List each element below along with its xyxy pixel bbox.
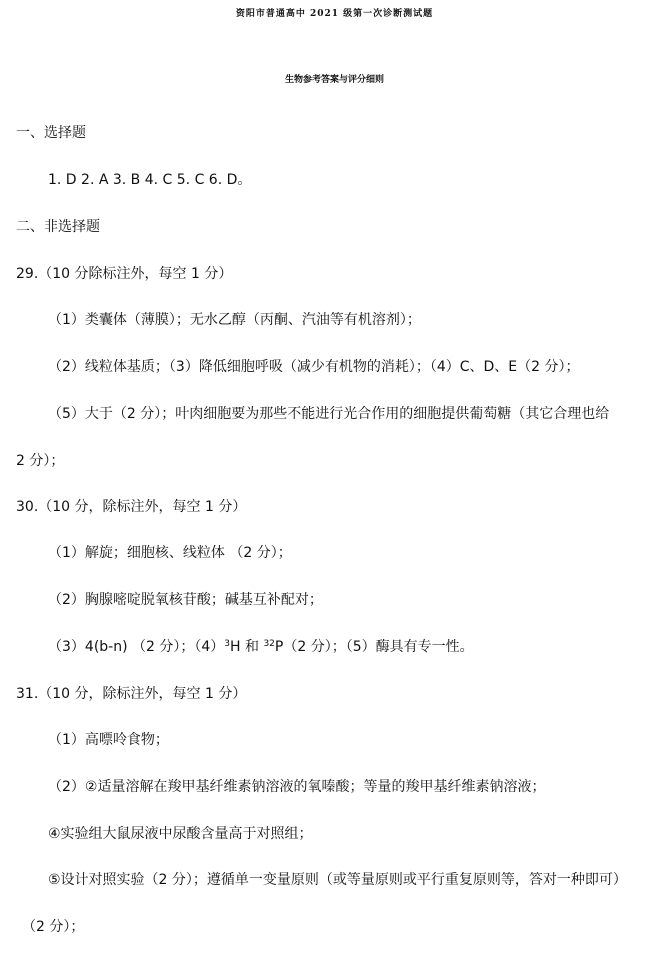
q31-line-5: （2 分）；: [22, 919, 85, 935]
tritium-mass-number: 3: [224, 639, 230, 649]
phosphorus-mass-number: 32: [263, 639, 275, 649]
q29-line-1: （1）类囊体（薄膜）；无水乙醇（丙酮、汽油等有机溶剂）；: [48, 312, 421, 328]
choice-answers: 1. D 2. A 3. B 4. C 5. C 6. D。: [48, 172, 252, 188]
section-heading-choice: 一、选择题: [16, 125, 86, 141]
section-heading-nonchoice: 二、非选择题: [16, 219, 100, 235]
q30-heading: 30.（10 分，除标注外，每空 1 分）: [16, 499, 247, 515]
q31-line-3: ④实验组大鼠尿液中尿酸含量高于对照组；: [48, 826, 313, 842]
q29-line-2: （2）线粒体基质；（3）降低细胞呼吸（减少有机物的消耗）；（4）C、D、E（2 分）；: [48, 359, 580, 375]
page-subtitle: 生物参考答案与评分细则: [284, 75, 384, 85]
q29-line-3: （5）大于（2 分）；叶肉细胞要为那些不能进行光合作用的细胞提供葡萄糖（其它合理也给: [48, 406, 610, 422]
q29-line-4: 2 分）；: [16, 453, 65, 469]
q30-line-3-part-b: H 和: [230, 639, 264, 655]
q30-line-1: （1）解旋；细胞核、线粒体 （2 分）；: [48, 545, 292, 561]
q29-heading: 29.（10 分除标注外，每空 1 分）: [16, 266, 233, 282]
q30-line-3: [48, 637, 474, 657]
q30-line-3-part-a: （3）4(b-n) （2 分）；（4）: [48, 639, 225, 655]
q31-line-1: （1）高嘌呤食物；: [48, 732, 169, 748]
q31-line-4: ⑤设计对照实验（2 分）；遵循单一变量原则（或等量原则或平行重复原则等，答对一种即可）: [48, 872, 627, 888]
page-title: 资阳市普通高中 2021 级第一次诊断测试题: [235, 9, 434, 19]
q30-line-2: （2）胸腺嘧啶脱氧核苷酸；碱基互补配对；: [48, 592, 323, 608]
q31-line-2: （2）②适量溶解在羧甲基纤维素钠溶液的氧嗪酸；等量的羧甲基纤维素钠溶液；: [48, 779, 546, 795]
q30-line-3-part-c: P（2 分）；（5）酶具有专一性。: [274, 639, 474, 655]
q31-heading: 31.（10 分，除标注外，每空 1 分）: [16, 686, 247, 702]
